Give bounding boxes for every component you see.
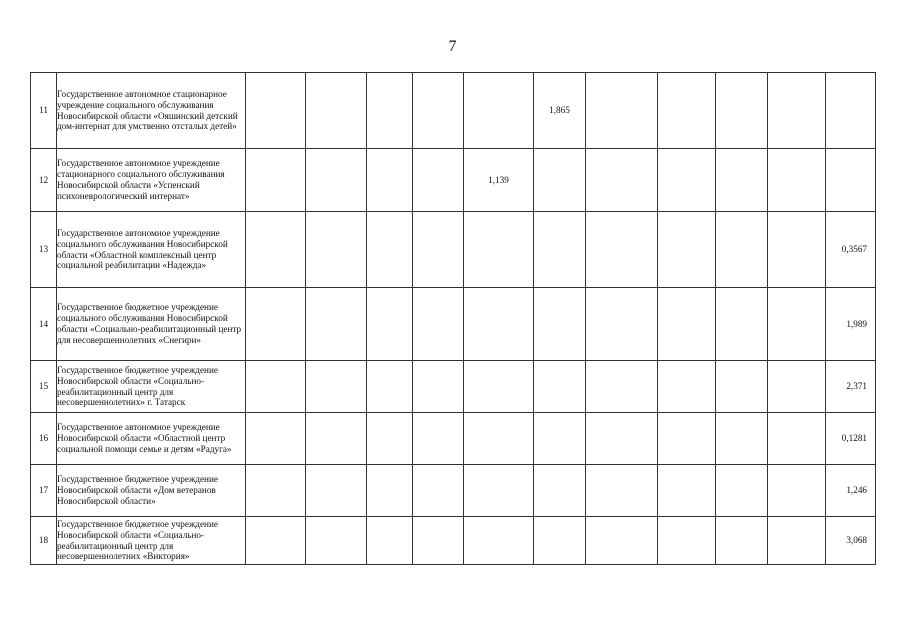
value-cell: 0,3567 bbox=[826, 212, 876, 288]
value-cell bbox=[534, 212, 586, 288]
value-cell bbox=[768, 212, 826, 288]
value-cell bbox=[367, 517, 413, 565]
institution-name-cell: Государственное автономное учреждение стационарного социального обслуживания Новосибирской области «Успенский психоневрологический интернат» bbox=[57, 149, 246, 212]
value-cell bbox=[367, 361, 413, 413]
value-cell bbox=[586, 465, 658, 517]
value-cell bbox=[768, 465, 826, 517]
data-table bbox=[30, 72, 876, 565]
value-cell bbox=[716, 73, 768, 149]
institution-name-cell: Государственное автономное учреждение социального обслуживания Новосибирской области «Областной комплексный центр социальной реабилитации «Надежда» bbox=[57, 212, 246, 288]
value-cell bbox=[464, 73, 534, 149]
value-cell bbox=[716, 465, 768, 517]
value-cell bbox=[246, 361, 306, 413]
value-cell: 1,246 bbox=[826, 465, 876, 517]
table-row bbox=[31, 465, 876, 517]
value-cell bbox=[306, 212, 367, 288]
value-cell bbox=[768, 361, 826, 413]
value-cell bbox=[246, 517, 306, 565]
value-cell bbox=[413, 465, 464, 517]
institution-name-cell: Государственное бюджетное учреждение Новосибирской области «Социально-реабилитационный центр для несовершеннолетних» г. Татарск bbox=[57, 361, 246, 413]
institution-name-cell: Государственное автономное учреждение Новосибирской области «Областной центр социальной помощи семье и детям «Радуга» bbox=[57, 413, 246, 465]
table-row bbox=[31, 361, 876, 413]
value-cell bbox=[464, 517, 534, 565]
value-cell bbox=[586, 413, 658, 465]
value-cell bbox=[658, 288, 716, 361]
value-cell bbox=[768, 288, 826, 361]
value-cell bbox=[658, 212, 716, 288]
institution-name-cell: Государственное бюджетное учреждение Новосибирской области «Дом ветеранов Новосибирской области» bbox=[57, 465, 246, 517]
value-cell bbox=[658, 517, 716, 565]
value-cell bbox=[586, 212, 658, 288]
value-cell bbox=[716, 413, 768, 465]
value-cell bbox=[246, 465, 306, 517]
value-cell bbox=[306, 361, 367, 413]
value-cell bbox=[246, 73, 306, 149]
table-row bbox=[31, 149, 876, 212]
value-cell bbox=[716, 361, 768, 413]
table-row bbox=[31, 288, 876, 361]
value-cell bbox=[716, 517, 768, 565]
institution-name-cell: Государственное автономное стационарное учреждение социального обслуживания Новосибирской области «Ояшинский детский дом-интернат для умственно отсталых детей» bbox=[57, 73, 246, 149]
value-cell bbox=[413, 413, 464, 465]
value-cell bbox=[306, 465, 367, 517]
value-cell bbox=[534, 361, 586, 413]
row-number-cell: 12 bbox=[31, 149, 57, 212]
row-number-cell: 14 bbox=[31, 288, 57, 361]
row-number-cell: 11 bbox=[31, 73, 57, 149]
value-cell bbox=[413, 288, 464, 361]
value-cell bbox=[716, 212, 768, 288]
value-cell bbox=[246, 149, 306, 212]
value-cell bbox=[464, 465, 534, 517]
value-cell bbox=[586, 288, 658, 361]
value-cell bbox=[367, 465, 413, 517]
value-cell bbox=[413, 517, 464, 565]
value-cell bbox=[534, 149, 586, 212]
value-cell bbox=[658, 73, 716, 149]
row-number-cell: 18 bbox=[31, 517, 57, 565]
value-cell bbox=[534, 465, 586, 517]
value-cell: 0,1281 bbox=[826, 413, 876, 465]
institution-name-cell: Государственное бюджетное учреждение социального обслуживания Новосибирской области «Социально-реабилитационный центр для несовершеннолетних «Снегири» bbox=[57, 288, 246, 361]
value-cell: 3,068 bbox=[826, 517, 876, 565]
row-number-cell: 13 bbox=[31, 212, 57, 288]
value-cell bbox=[413, 149, 464, 212]
value-cell bbox=[658, 149, 716, 212]
row-number-cell: 15 bbox=[31, 361, 57, 413]
value-cell bbox=[367, 212, 413, 288]
value-cell bbox=[464, 413, 534, 465]
value-cell bbox=[367, 288, 413, 361]
value-cell bbox=[306, 149, 367, 212]
value-cell bbox=[306, 413, 367, 465]
value-cell bbox=[658, 465, 716, 517]
table-row bbox=[31, 212, 876, 288]
value-cell bbox=[413, 73, 464, 149]
value-cell bbox=[367, 73, 413, 149]
value-cell bbox=[768, 149, 826, 212]
value-cell bbox=[658, 361, 716, 413]
value-cell bbox=[768, 517, 826, 565]
table-row bbox=[31, 73, 876, 149]
value-cell bbox=[367, 149, 413, 212]
value-cell bbox=[658, 413, 716, 465]
value-cell bbox=[367, 413, 413, 465]
table-body bbox=[31, 73, 876, 565]
value-cell bbox=[768, 73, 826, 149]
row-number-cell: 16 bbox=[31, 413, 57, 465]
value-cell bbox=[413, 361, 464, 413]
value-cell bbox=[464, 361, 534, 413]
table-row bbox=[31, 517, 876, 565]
value-cell: 1,989 bbox=[826, 288, 876, 361]
value-cell bbox=[826, 73, 876, 149]
value-cell bbox=[246, 413, 306, 465]
value-cell: 1,139 bbox=[464, 149, 534, 212]
value-cell bbox=[586, 73, 658, 149]
value-cell bbox=[464, 288, 534, 361]
value-cell bbox=[306, 288, 367, 361]
value-cell bbox=[586, 361, 658, 413]
table-row bbox=[31, 413, 876, 465]
value-cell bbox=[534, 517, 586, 565]
value-cell: 1,865 bbox=[534, 73, 586, 149]
value-cell bbox=[306, 73, 367, 149]
value-cell bbox=[716, 288, 768, 361]
value-cell bbox=[716, 149, 768, 212]
value-cell bbox=[768, 413, 826, 465]
value-cell: 2,371 bbox=[826, 361, 876, 413]
value-cell bbox=[306, 517, 367, 565]
page-number: 7 bbox=[448, 38, 457, 55]
value-cell bbox=[534, 288, 586, 361]
value-cell bbox=[246, 288, 306, 361]
row-number-cell: 17 bbox=[31, 465, 57, 517]
value-cell bbox=[464, 212, 534, 288]
value-cell bbox=[534, 413, 586, 465]
institution-name-cell: Государственное бюджетное учреждение Новосибирской области «Социально-реабилитационный центр для несовершеннолетних «Виктория» bbox=[57, 517, 246, 565]
value-cell bbox=[586, 149, 658, 212]
value-cell bbox=[246, 212, 306, 288]
value-cell bbox=[413, 212, 464, 288]
value-cell bbox=[586, 517, 658, 565]
value-cell bbox=[826, 149, 876, 212]
